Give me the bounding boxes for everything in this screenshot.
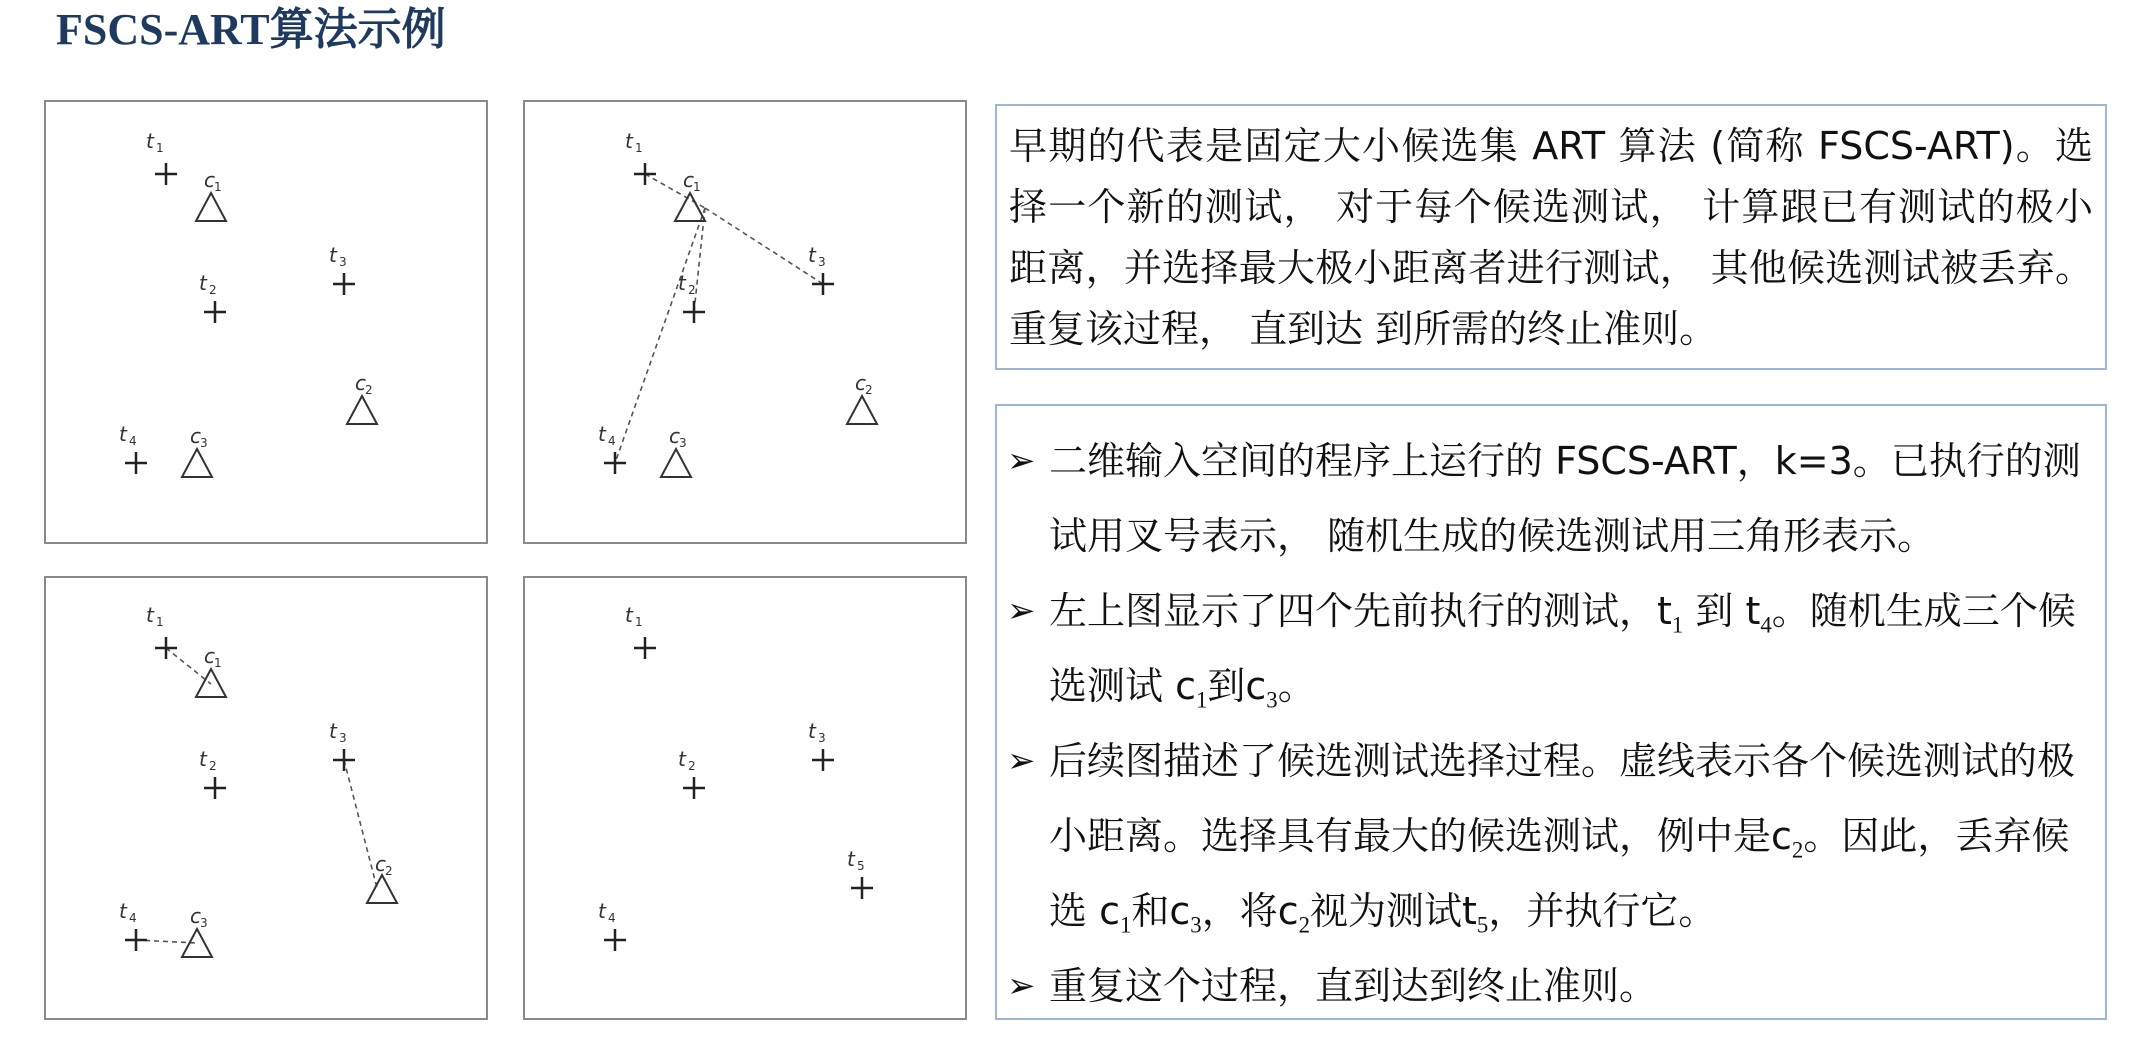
diagram-panel-c1-distances bbox=[523, 100, 967, 544]
svg-text:2: 2 bbox=[209, 283, 217, 297]
bullet-item bbox=[1007, 949, 2095, 1024]
candidate-c1 bbox=[675, 168, 705, 221]
test-t2 bbox=[199, 271, 226, 323]
svg-text:1: 1 bbox=[214, 656, 222, 670]
panel-canvas bbox=[46, 102, 486, 542]
svg-text:1: 1 bbox=[214, 180, 222, 194]
intro-paragraph: 早期的代表是固定大小候选集 ART 算法 (简称 FSCS-ART)。选择一个新的测试， 对于每个候选测试， 计算跟已有测试的极小距离，并选择最大极小距离者进行测试， 其他候选测试被丢弃。重复该过程， 直到达 到所需的终止准则。 bbox=[1009, 124, 2093, 351]
candidate-c2 bbox=[847, 371, 877, 424]
candidate-c3 bbox=[182, 424, 212, 477]
bullet-item bbox=[1007, 724, 2095, 949]
svg-text:t: t bbox=[146, 603, 154, 627]
svg-text:3: 3 bbox=[200, 436, 208, 450]
arrowhead-icon: ➢ bbox=[1007, 966, 1036, 1006]
test-t1 bbox=[625, 129, 656, 185]
intro-textbox bbox=[995, 104, 2107, 370]
svg-text:t: t bbox=[678, 271, 686, 295]
bullet-item bbox=[1007, 424, 2095, 574]
svg-text:2: 2 bbox=[688, 759, 696, 773]
svg-text:2: 2 bbox=[385, 864, 393, 878]
svg-text:c: c bbox=[190, 904, 201, 928]
panel-canvas bbox=[46, 578, 486, 1018]
svg-text:1: 1 bbox=[635, 141, 643, 155]
svg-text:t: t bbox=[847, 847, 855, 871]
svg-text:2: 2 bbox=[688, 283, 696, 297]
bullet-text: 左上图显示了四个先前执行的测试，$t_1$ 到 $t_4$。随机生成三个候选测试 $c_1$到$c_3$。 bbox=[1049, 589, 2076, 713]
bullet-text: 重复这个过程，直到达到终止准则。 bbox=[1049, 964, 1658, 1008]
svg-text:5: 5 bbox=[857, 859, 865, 873]
diagram-panel-min-distances bbox=[44, 576, 488, 1020]
svg-text:1: 1 bbox=[693, 180, 701, 194]
svg-text:3: 3 bbox=[200, 916, 208, 930]
svg-text:4: 4 bbox=[129, 434, 137, 448]
candidate-c2 bbox=[367, 852, 397, 903]
svg-text:4: 4 bbox=[129, 911, 137, 925]
svg-text:t: t bbox=[119, 899, 127, 923]
svg-text:t: t bbox=[678, 747, 686, 771]
svg-text:3: 3 bbox=[818, 731, 826, 745]
svg-text:3: 3 bbox=[339, 255, 347, 269]
arrowhead-icon: ➢ bbox=[1007, 591, 1036, 631]
svg-text:c: c bbox=[683, 168, 694, 192]
test-t3 bbox=[808, 243, 834, 295]
test-t3 bbox=[329, 243, 355, 295]
test-t1 bbox=[625, 603, 656, 659]
svg-text:t: t bbox=[808, 719, 816, 743]
svg-text:t: t bbox=[119, 422, 127, 446]
svg-text:c: c bbox=[190, 424, 201, 448]
svg-text:3: 3 bbox=[818, 255, 826, 269]
test-t4 bbox=[598, 422, 626, 474]
svg-text:2: 2 bbox=[865, 383, 873, 397]
svg-text:t: t bbox=[808, 243, 816, 267]
panel-canvas bbox=[525, 578, 965, 1018]
test-t4 bbox=[119, 422, 147, 474]
svg-text:t: t bbox=[598, 422, 606, 446]
bullet-item bbox=[1007, 574, 2095, 724]
arrowhead-icon: ➢ bbox=[1007, 441, 1036, 481]
svg-text:3: 3 bbox=[679, 436, 687, 450]
test-t1 bbox=[146, 603, 177, 659]
svg-text:t: t bbox=[625, 129, 633, 153]
bullet-text: 后续图描述了候选测试选择过程。虚线表示各个候选测试的极小距离。选择具有最大的候选测试，例中是$c_2$。因此，丢弃候选 $c_1$和$c_3$，将$c_2$视为测试$t_5$，并执行它。 bbox=[1049, 739, 2076, 938]
svg-text:3: 3 bbox=[339, 731, 347, 745]
test-t1 bbox=[146, 129, 177, 185]
svg-text:c: c bbox=[669, 424, 680, 448]
svg-text:4: 4 bbox=[608, 911, 616, 925]
candidate-c1 bbox=[196, 168, 226, 221]
test-t2 bbox=[678, 747, 705, 799]
svg-text:c: c bbox=[204, 644, 215, 668]
svg-text:t: t bbox=[146, 129, 154, 153]
svg-text:1: 1 bbox=[635, 615, 643, 629]
svg-text:1: 1 bbox=[156, 615, 164, 629]
svg-text:4: 4 bbox=[608, 434, 616, 448]
test-t5 bbox=[847, 847, 873, 899]
svg-text:c: c bbox=[375, 852, 386, 876]
bullet-text: 二维输入空间的程序上运行的 FSCS-ART，k=3。已执行的测试用叉号表示， 随机生成的候选测试用三角形表示。 bbox=[1049, 439, 2081, 558]
svg-text:c: c bbox=[355, 371, 366, 395]
diagram-panel-result bbox=[523, 576, 967, 1020]
svg-text:t: t bbox=[625, 603, 633, 627]
svg-text:2: 2 bbox=[209, 759, 217, 773]
candidate-c2 bbox=[347, 371, 377, 424]
candidate-c1 bbox=[196, 644, 226, 697]
svg-text:t: t bbox=[598, 899, 606, 923]
arrowhead-icon: ➢ bbox=[1007, 741, 1036, 781]
svg-text:t: t bbox=[329, 243, 337, 267]
svg-text:t: t bbox=[329, 719, 337, 743]
svg-text:2: 2 bbox=[365, 383, 373, 397]
candidate-c3 bbox=[182, 904, 212, 957]
distance-lines bbox=[136, 648, 377, 943]
candidate-c3 bbox=[661, 424, 691, 477]
svg-text:c: c bbox=[855, 371, 866, 395]
test-t3 bbox=[808, 719, 834, 771]
svg-text:t: t bbox=[199, 271, 207, 295]
test-t2 bbox=[199, 747, 226, 799]
svg-text:1: 1 bbox=[156, 141, 164, 155]
test-t4 bbox=[119, 899, 147, 951]
svg-text:c: c bbox=[204, 168, 215, 192]
bullets-textbox bbox=[995, 404, 2107, 1020]
panel-canvas bbox=[525, 102, 965, 542]
diagram-panel-initial bbox=[44, 100, 488, 544]
distance-lines bbox=[615, 174, 823, 463]
test-t4 bbox=[598, 899, 626, 951]
test-t2 bbox=[678, 271, 705, 323]
test-t3 bbox=[329, 719, 355, 771]
page-title: FSCS-ART算法示例 bbox=[56, 5, 446, 54]
svg-text:t: t bbox=[199, 747, 207, 771]
